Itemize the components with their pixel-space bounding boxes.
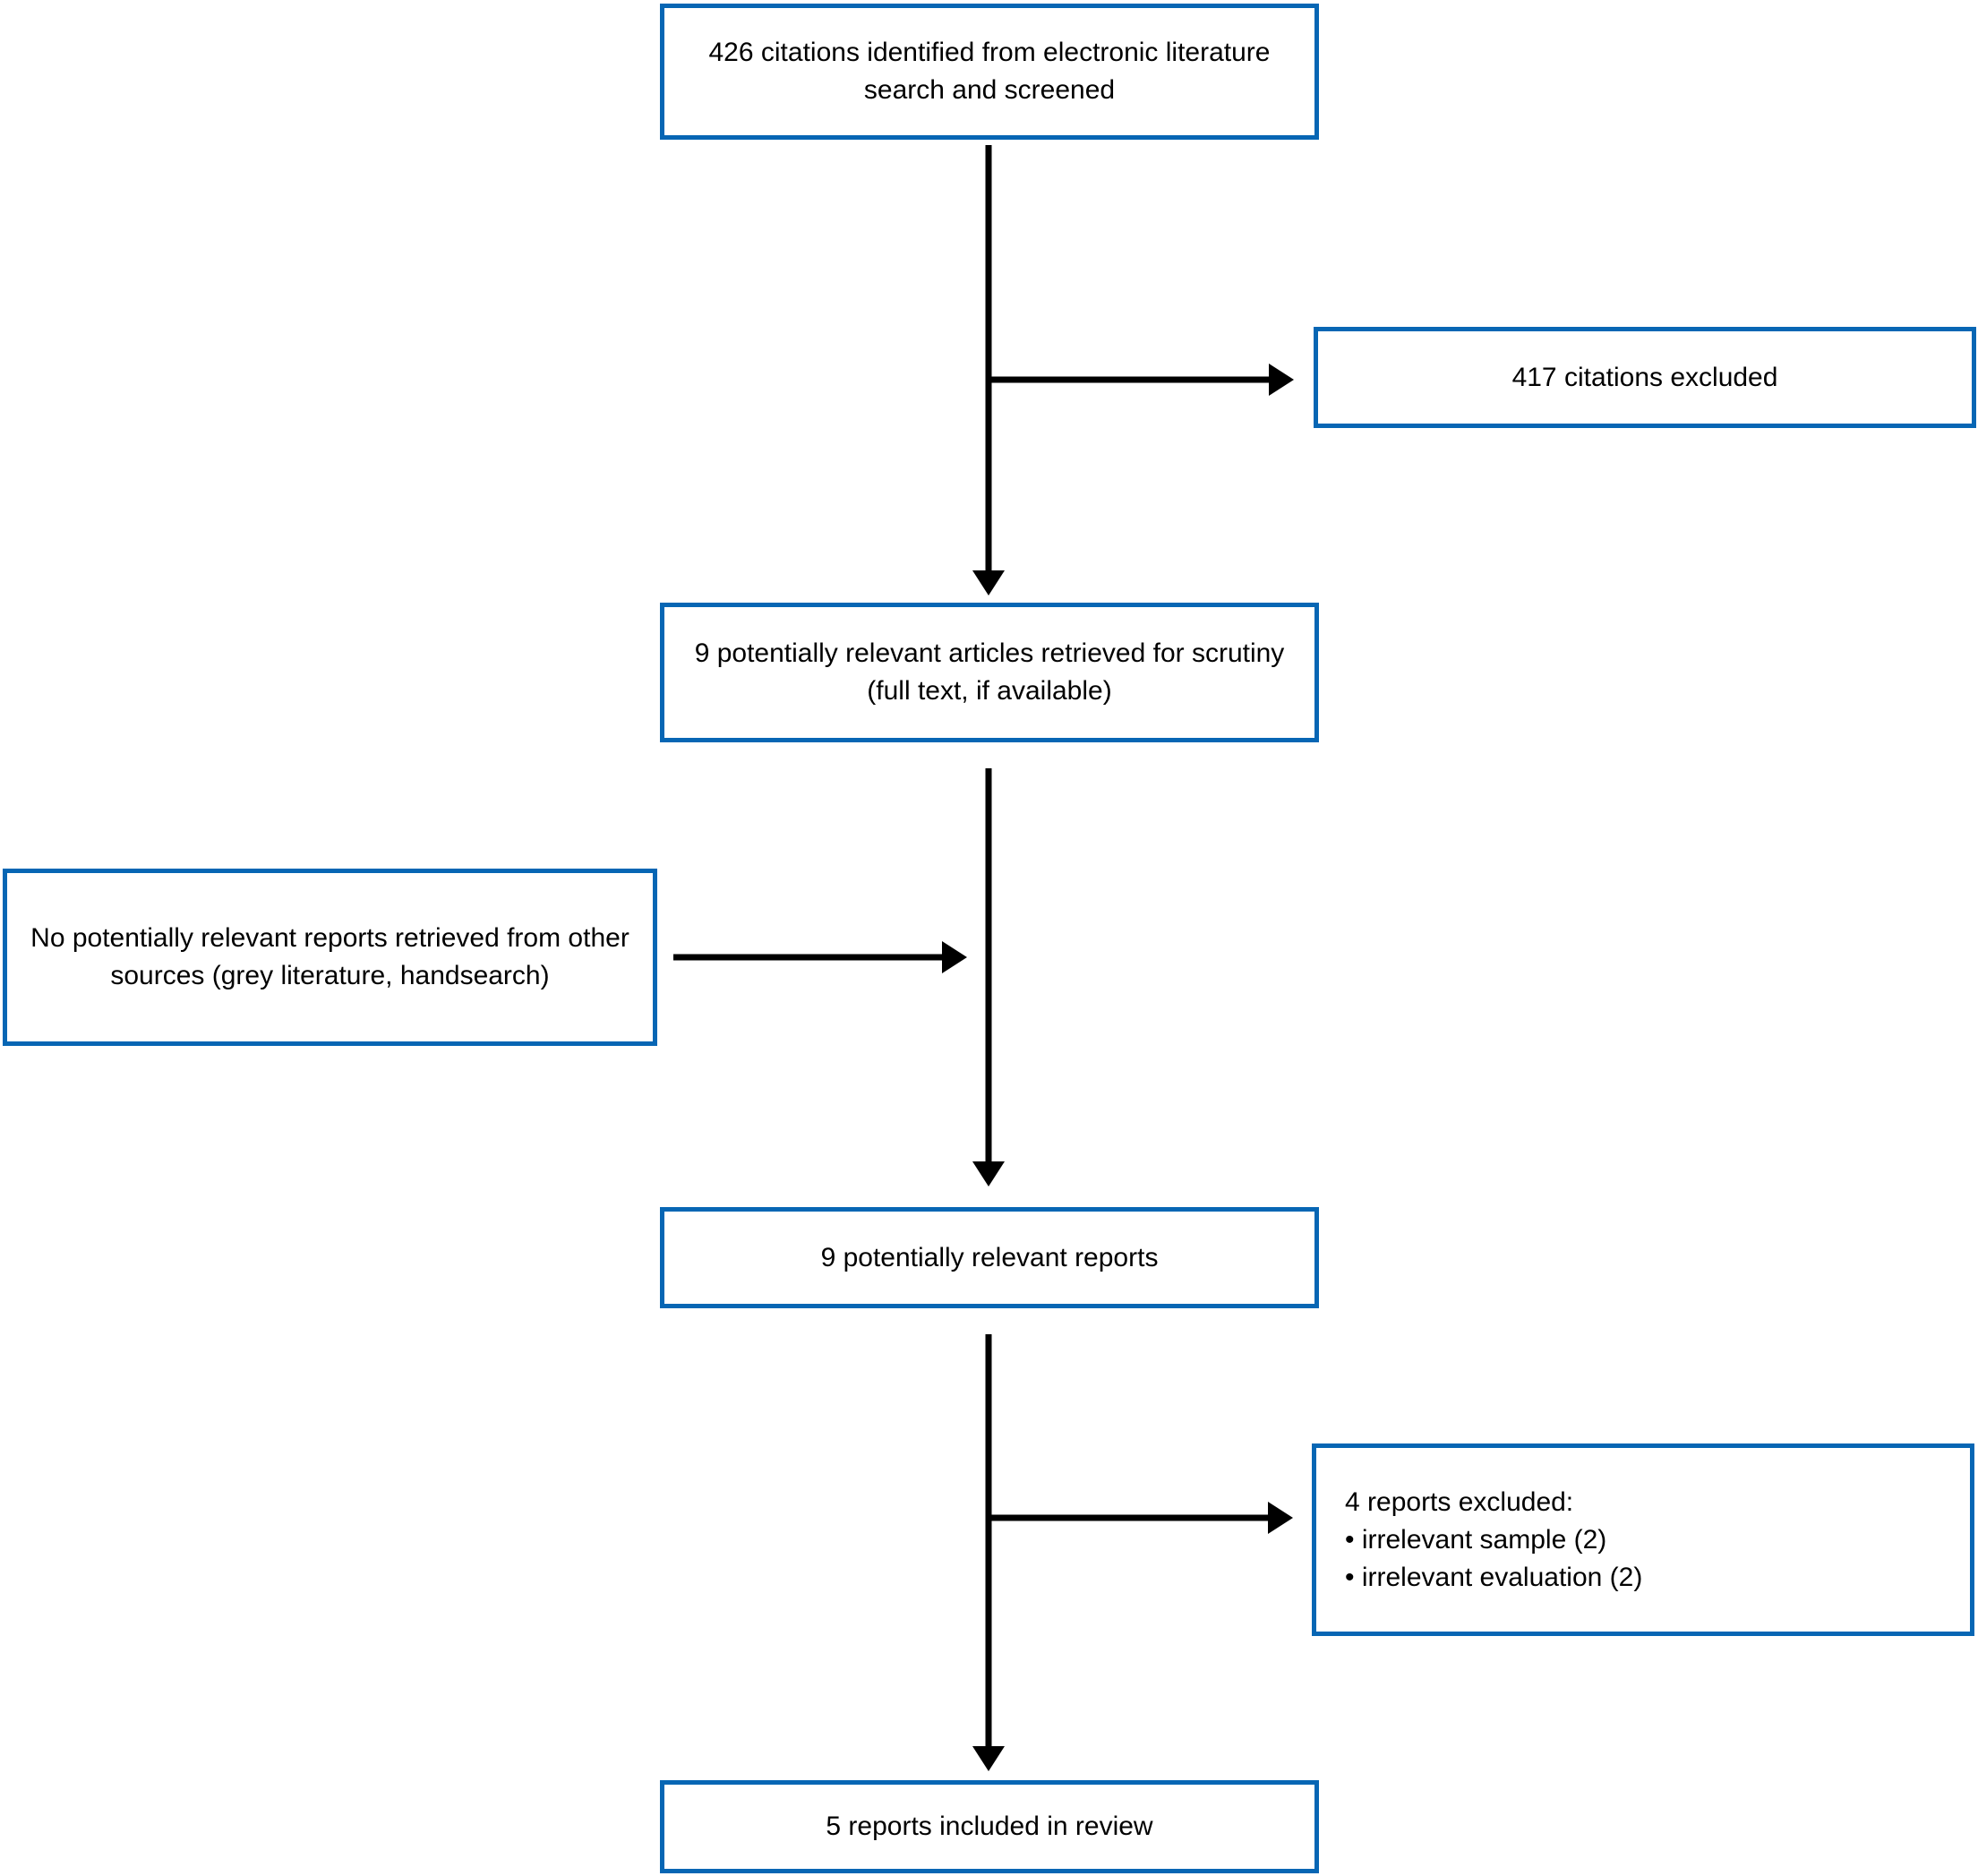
- box-other-sources-text: No potentially relevant reports retrieved from other sources (grey literature, handsearch): [30, 923, 629, 990]
- box-articles-retrieved-text: 9 potentially relevant articles retrieved for scrutiny (full text, if available): [694, 638, 1285, 706]
- box-reports-excluded-bullet-1: • irrelevant sample (2): [1345, 1524, 1607, 1555]
- box-citations-screened: [660, 4, 1319, 140]
- arrow-head-down-icon: [972, 1161, 1005, 1186]
- arrow-branch-reports-excluded: [986, 1502, 1293, 1534]
- box-relevant-reports: [660, 1207, 1319, 1308]
- box-included-review: [660, 1780, 1319, 1873]
- arrow-head-down-icon: [972, 570, 1005, 595]
- box-reports-excluded-title: 4 reports excluded:: [1345, 1486, 1574, 1517]
- arrow-reports-to-included: [972, 1334, 1005, 1771]
- box-reports-excluded: [1312, 1443, 1974, 1636]
- box-relevant-reports-text: 9 potentially relevant reports: [820, 1242, 1159, 1272]
- box-other-sources: [3, 869, 657, 1046]
- arrow-other-sources-to-flow: [673, 941, 967, 973]
- arrow-head-down-icon: [972, 1746, 1005, 1771]
- arrow-retrieved-to-reports: [972, 768, 1005, 1186]
- box-citations-excluded-text: 417 citations excluded: [1511, 362, 1778, 392]
- box-articles-retrieved: [660, 603, 1319, 742]
- box-citations-excluded: [1314, 327, 1976, 428]
- box-included-review-text: 5 reports included in review: [826, 1812, 1153, 1841]
- box-citations-screened-text: 426 citations identified from electronic literature search and screened: [708, 38, 1271, 105]
- arrow-screened-to-retrieved: [972, 145, 1005, 595]
- arrow-head-right-icon: [1268, 1502, 1293, 1534]
- arrow-head-right-icon: [1269, 364, 1294, 396]
- arrow-branch-citations-excluded: [986, 364, 1294, 396]
- arrow-head-right-icon: [942, 941, 967, 973]
- box-reports-excluded-bullet-2: • irrelevant evaluation (2): [1345, 1562, 1643, 1592]
